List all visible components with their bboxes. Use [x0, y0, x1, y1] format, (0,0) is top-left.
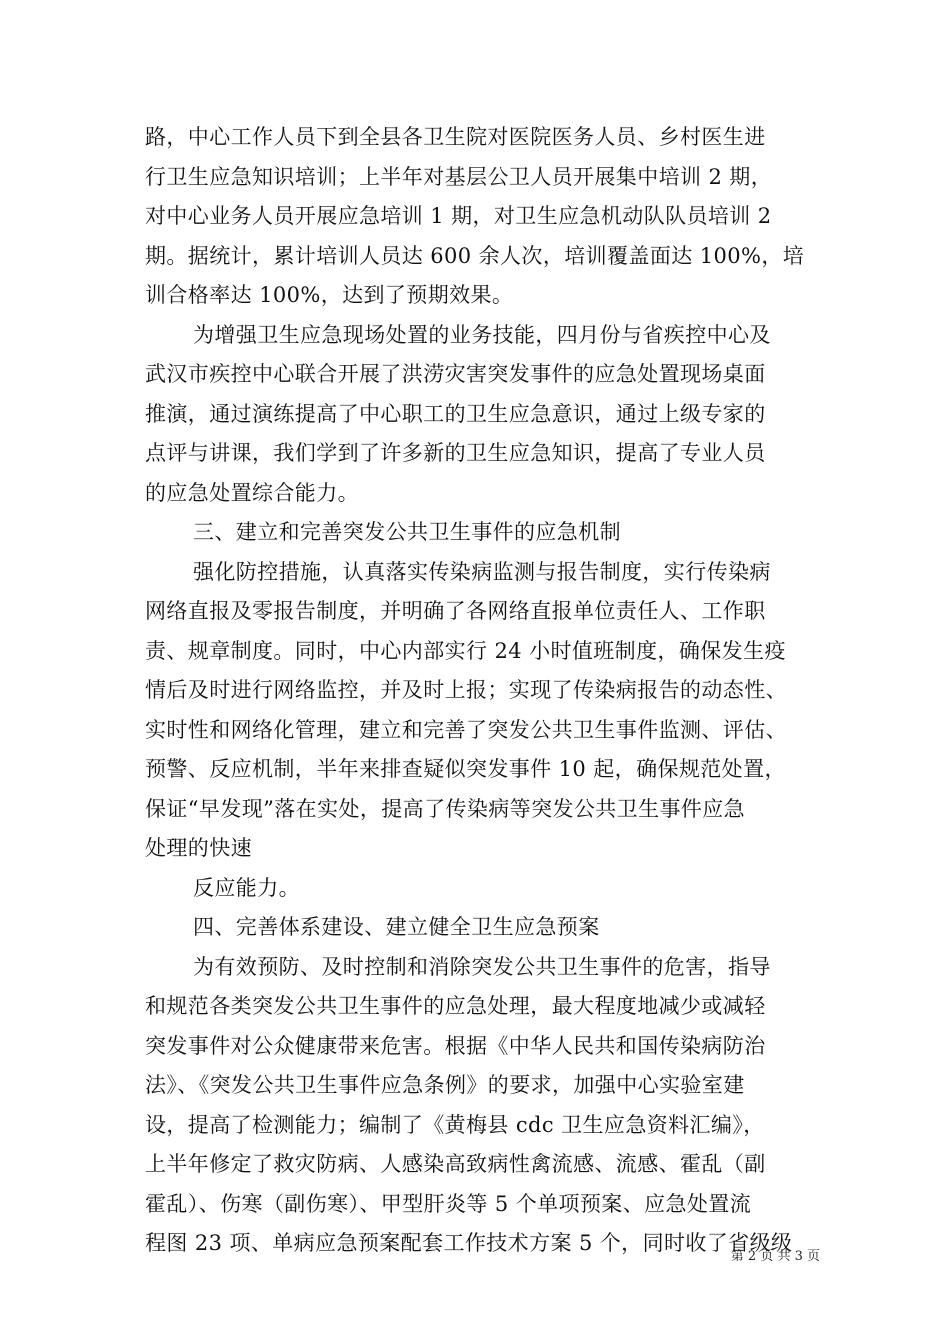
text-line: 四、完善体系建设、建立健全卫生应急预案 — [193, 915, 600, 939]
text-line: 推演，通过演练提高了中心职工的卫生应急意识，通过上级专家的 — [145, 401, 766, 426]
text-line: 的应急处置综合能力。 — [145, 480, 359, 505]
text-line: 武汉市疾控中心联合开展了洪涝灾害突发事件的应急处置现场桌面 — [145, 362, 766, 386]
text-line: 点评与讲课，我们学到了许多新的卫生应急知识，提高了专业人员 — [145, 441, 766, 465]
text-line: 期。据统计，累计培训人员达 600 余人次，培训覆盖面达 100%，培 — [145, 243, 805, 268]
text-line: 为增强卫生应急现场处置的业务技能，四月份与省疾控中心及 — [193, 322, 771, 347]
text-line: 预警、反应机制，半年来排查疑似突发事件 10 起，确保规范处置， — [145, 757, 786, 781]
text-line: 路，中心工作人员下到全县各卫生院对医院医务人员、乡村医生进 — [145, 125, 766, 149]
text-line: 为有效预防、及时控制和消除突发公共卫生事件的危害，指导 — [193, 954, 771, 979]
text-line: 保证“早发现”落在实处，提高了传染病等突发公共卫生事件应急 — [145, 796, 746, 821]
text-line: 对中心业务人员开展应急培训 1 期，对卫生应急机动队队员培训 2 — [145, 204, 772, 228]
body-text — [145, 118, 813, 1264]
text-line: 反应能力。 — [193, 875, 300, 900]
text-line: 法》、《突发公共卫生事件应急条例》的要求，加强中心实验室建 — [145, 1073, 745, 1097]
text-line: 责、规章制度。同时，中心内部实行 24 小时值班制度，确保发生疫 — [145, 638, 786, 663]
text-line: 强化防控措施，认真落实传染病监测与报告制度，实行传染病 — [193, 559, 771, 584]
text-line: 情后及时进行网络监控，并及时上报；实现了传染病报告的动态性、 — [145, 678, 787, 702]
text-line: 实时性和网络化管理，建立和完善了突发公共卫生事件监测、评估、 — [145, 717, 787, 742]
text-line: 行卫生应急知识培训；上半年对基层公卫人员开展集中培训 2 期， — [145, 164, 773, 189]
text-line: 突发事件对公众健康带来危害。根据《中华人民共和国传染病防治 — [145, 1033, 766, 1058]
page-number-footer: 第 2 页 共 3 页 — [730, 1249, 820, 1264]
text-line: 和规范各类突发公共卫生事件的应急处理，最大程度地减少或减轻 — [145, 994, 766, 1018]
text-line: 程图 23 项、单病应急预案配套工作技术方案 5 个，同时收了省级级 — [145, 1231, 793, 1255]
text-line: 处理的快速 — [145, 836, 252, 860]
text-line: 训合格率达 100%，达到了预期效果。 — [145, 283, 514, 307]
text-line: 上半年修定了救灾防病、人感染高致病性禽流感、流感、霍乱（副 — [145, 1152, 766, 1176]
text-line: 霍乱）、伤寒（副伤寒）、甲型肝炎等 5 个单项预案、应急处置流 — [145, 1191, 752, 1216]
text-line: 三、建立和完善突发公共卫生事件的应急机制 — [193, 520, 621, 544]
text-line: 网络直报及零报告制度，并明确了各网络直报单位责任人、工作职 — [145, 599, 766, 623]
text-line: 设，提高了检测能力；编制了《黄梅县 cdc 卫生应急资料汇编》， — [145, 1112, 765, 1137]
